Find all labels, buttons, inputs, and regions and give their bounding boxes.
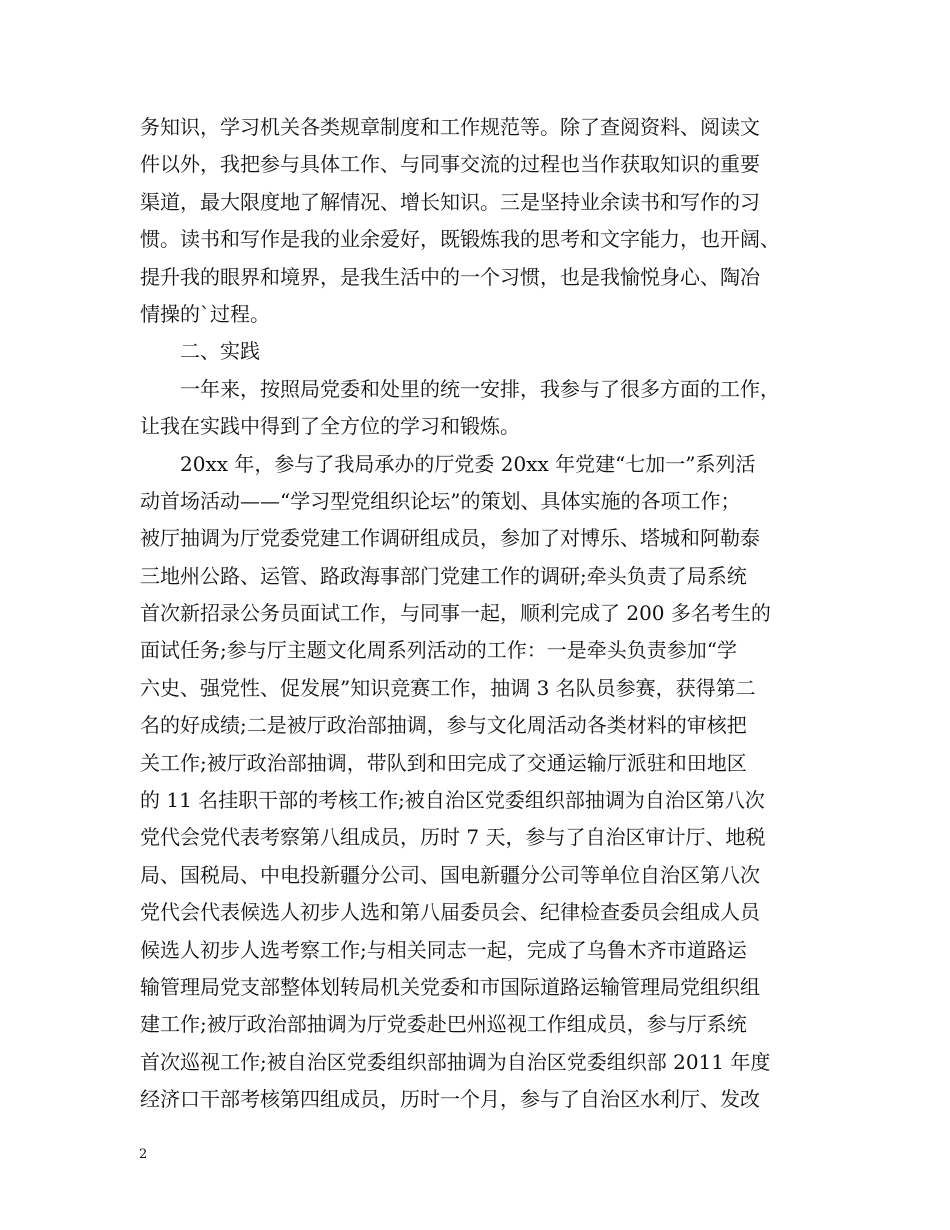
- text-line: 渠道，最大限度地了解情况、增长知识。三是坚持业余读书和写作的习: [140, 189, 760, 214]
- text-line: 件以外，我把参与具体工作、与同事交流的过程也当作获取知识的重要: [140, 152, 760, 177]
- text-line: 被厅抽调为厅党委党建工作调研组成员，参加了对博乐、塔城和阿勒泰: [140, 526, 760, 551]
- body-text: [140, 109, 820, 1119]
- text-line: 动首场活动——“学习型党组织论坛”的策划、具体实施的各项工作；: [140, 488, 741, 513]
- text-line: 首次巡视工作;被自治区党委组织部抽调为自治区党委组织部 2011 年度: [140, 1049, 771, 1074]
- text-line: 局、国税局、中电投新疆分公司、国电新疆分公司等单位自治区第八次: [140, 862, 760, 887]
- text-line: 关工作;被厅政治部抽调，带队到和田完成了交通运输厅派驻和田地区: [140, 750, 747, 775]
- text-line: 经济口干部考核第四组成员，历时一个月，参与了自治区水利厅、发改: [140, 1087, 760, 1112]
- text-line: 候选人初步人选考察工作;与相关同志一起，完成了乌鲁木齐市道路运: [140, 937, 747, 962]
- text-line: 六史、强党性、促发展”知识竞赛工作，抽调 3 名队员参赛，获得第二: [140, 675, 756, 700]
- text-line: 面试任务;参与厅主题文化周系列活动的工作：一是牵头负责参加“学: [140, 638, 737, 663]
- text-line: 让我在实践中得到了全方位的学习和锻炼。: [140, 414, 520, 439]
- text-line: 党代会党代表考察第八组成员，历时 7 天，参与了自治区审计厅、地税: [140, 825, 766, 850]
- text-line: 一年来，按照局党委和处里的统一安排，我参与了很多方面的工作，: [180, 376, 780, 401]
- text-line: 名的好成绩;二是被厅政治部抽调，参与文化周活动各类材料的审核把: [140, 713, 747, 738]
- text-line: 20xx 年，参与了我局承办的厅党委 20xx 年党建“七加一”系列活: [180, 451, 756, 476]
- text-line: 的 11 名挂职干部的考核工作;被自治区党委组织部抽调为自治区第八次: [140, 788, 765, 813]
- text-line: 二、实践: [180, 339, 260, 364]
- text-line: 党代会代表候选人初步人选和第八届委员会、纪律检查委员会组成人员: [140, 900, 760, 925]
- text-line: 情操的`过程。: [140, 301, 270, 326]
- text-line: 提升我的眼界和境界，是我生活中的一个习惯，也是我愉悦身心、陶冶: [140, 264, 760, 289]
- text-line: 惯。读书和写作是我的业余爱好，既锻炼我的思考和文字能力，也开阔、: [140, 227, 780, 252]
- text-line: 首次新招录公务员面试工作，与同事一起，顺利完成了 200 多名考生的: [140, 601, 771, 626]
- text-line: 三地州公路、运管、路政海事部门党建工作的调研;牵头负责了局系统: [140, 563, 747, 588]
- text-line: 建工作;被厅政治部抽调为厅党委赴巴州巡视工作组成员，参与厅系统: [140, 1012, 747, 1037]
- page-number: 2: [139, 1147, 148, 1162]
- text-line: 务知识，学习机关各类规章制度和工作规范等。除了查阅资料、阅读文: [140, 115, 760, 139]
- text-line: 输管理局党支部整体划转局机关党委和市国际道路运输管理局党组织组: [140, 974, 760, 999]
